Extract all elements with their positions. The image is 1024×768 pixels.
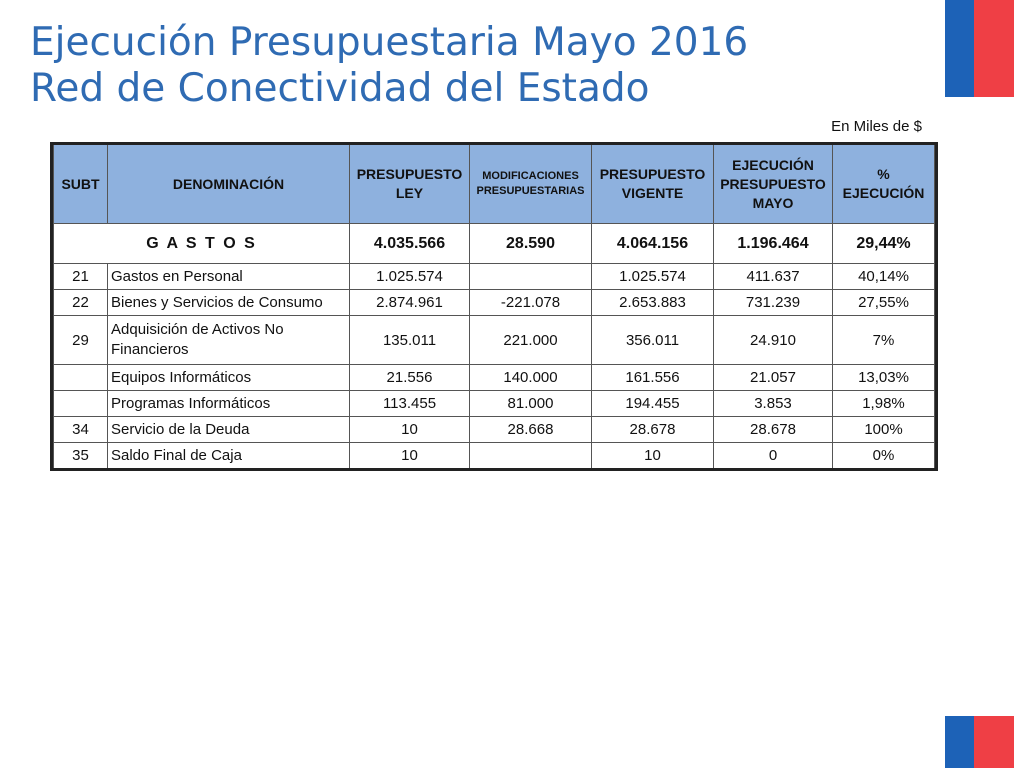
cell-modificaciones — [470, 264, 592, 290]
header-pct-ejecucion: % EJECUCIÓN — [833, 144, 935, 224]
flag-red-stripe — [974, 0, 1014, 97]
cell-pct: 27,55% — [833, 290, 935, 316]
cell-ejecucion: 411.637 — [714, 264, 833, 290]
cell-ejecucion: 3.853 — [714, 391, 833, 417]
table-row — [54, 365, 935, 391]
cell-ejecucion: 21.057 — [714, 365, 833, 391]
total-row — [54, 224, 935, 264]
cell-presupuesto-ley: 135.011 — [350, 316, 470, 365]
cell-pct: 40,14% — [833, 264, 935, 290]
cell-presupuesto-ley: 2.874.961 — [350, 290, 470, 316]
cell-ejecucion: 28.678 — [714, 417, 833, 443]
cell-ejecucion: 24.910 — [714, 316, 833, 365]
cell-presupuesto-vigente: 2.653.883 — [592, 290, 714, 316]
cell-presupuesto-vigente: 194.455 — [592, 391, 714, 417]
slide-title — [30, 20, 748, 112]
total-presupuesto-ley: 4.035.566 — [350, 224, 470, 264]
flag-decoration-top — [945, 0, 1014, 97]
cell-presupuesto-vigente: 10 — [592, 443, 714, 470]
flag-blue-stripe — [945, 0, 974, 97]
table-row — [54, 264, 935, 290]
total-label: G A S T O S — [54, 224, 350, 264]
cell-modificaciones — [470, 443, 592, 470]
header-subt: SUBT — [54, 144, 108, 224]
title-line-1: Ejecución Presupuestaria Mayo 2016 — [30, 20, 749, 65]
table-header-row — [54, 144, 935, 224]
header-denominacion: DENOMINACIÓN — [108, 144, 350, 224]
total-ejecucion: 1.196.464 — [714, 224, 833, 264]
budget-table — [53, 142, 935, 471]
cell-modificaciones: 81.000 — [470, 391, 592, 417]
cell-presupuesto-vigente: 28.678 — [592, 417, 714, 443]
flag-decoration-bottom — [945, 716, 1014, 768]
title-line-2: Red de Conectividad del Estado — [30, 66, 650, 111]
header-ejecucion: EJECUCIÓN PRESUPUESTO MAYO — [714, 144, 833, 224]
cell-presupuesto-ley: 10 — [350, 417, 470, 443]
cell-subt: 29 — [54, 316, 108, 365]
cell-pct: 1,98% — [833, 391, 935, 417]
cell-presupuesto-ley: 10 — [350, 443, 470, 470]
cell-ejecucion: 731.239 — [714, 290, 833, 316]
table-row — [54, 417, 935, 443]
flag-red-stripe — [974, 716, 1014, 768]
table-row — [54, 316, 935, 365]
cell-ejecucion: 0 — [714, 443, 833, 470]
cell-pct: 0% — [833, 443, 935, 470]
total-presupuesto-vigente: 4.064.156 — [592, 224, 714, 264]
cell-modificaciones: 28.668 — [470, 417, 592, 443]
cell-presupuesto-ley: 21.556 — [350, 365, 470, 391]
budget-table-container — [50, 142, 938, 471]
cell-denominacion: Gastos en Personal — [108, 264, 350, 290]
cell-pct: 13,03% — [833, 365, 935, 391]
cell-denominacion: Equipos Informáticos — [108, 365, 350, 391]
cell-subt — [54, 391, 108, 417]
cell-modificaciones: 221.000 — [470, 316, 592, 365]
cell-presupuesto-vigente: 1.025.574 — [592, 264, 714, 290]
table-row — [54, 290, 935, 316]
table-row — [54, 443, 935, 470]
cell-pct: 7% — [833, 316, 935, 365]
header-presupuesto-ley: PRESUPUESTO LEY — [350, 144, 470, 224]
cell-subt — [54, 365, 108, 391]
cell-modificaciones: -221.078 — [470, 290, 592, 316]
header-modificaciones: MODIFICACIONES PRESUPUESTARIAS — [470, 144, 592, 224]
cell-presupuesto-ley: 1.025.574 — [350, 264, 470, 290]
cell-denominacion: Saldo Final de Caja — [108, 443, 350, 470]
cell-denominacion: Servicio de la Deuda — [108, 417, 350, 443]
cell-subt: 22 — [54, 290, 108, 316]
cell-pct: 100% — [833, 417, 935, 443]
cell-denominacion: Programas Informáticos — [108, 391, 350, 417]
cell-subt: 35 — [54, 443, 108, 470]
total-modificaciones: 28.590 — [470, 224, 592, 264]
cell-presupuesto-vigente: 161.556 — [592, 365, 714, 391]
cell-presupuesto-ley: 113.455 — [350, 391, 470, 417]
cell-subt: 21 — [54, 264, 108, 290]
cell-presupuesto-vigente: 356.011 — [592, 316, 714, 365]
cell-subt: 34 — [54, 417, 108, 443]
header-presupuesto-vigente: PRESUPUESTO VIGENTE — [592, 144, 714, 224]
cell-denominacion: Bienes y Servicios de Consumo — [108, 290, 350, 316]
total-pct: 29,44% — [833, 224, 935, 264]
table-row — [54, 391, 935, 417]
units-note: En Miles de $ — [831, 118, 922, 135]
cell-denominacion: Adquisición de Activos No Financieros — [108, 316, 350, 365]
cell-modificaciones: 140.000 — [470, 365, 592, 391]
flag-blue-stripe — [945, 716, 974, 768]
